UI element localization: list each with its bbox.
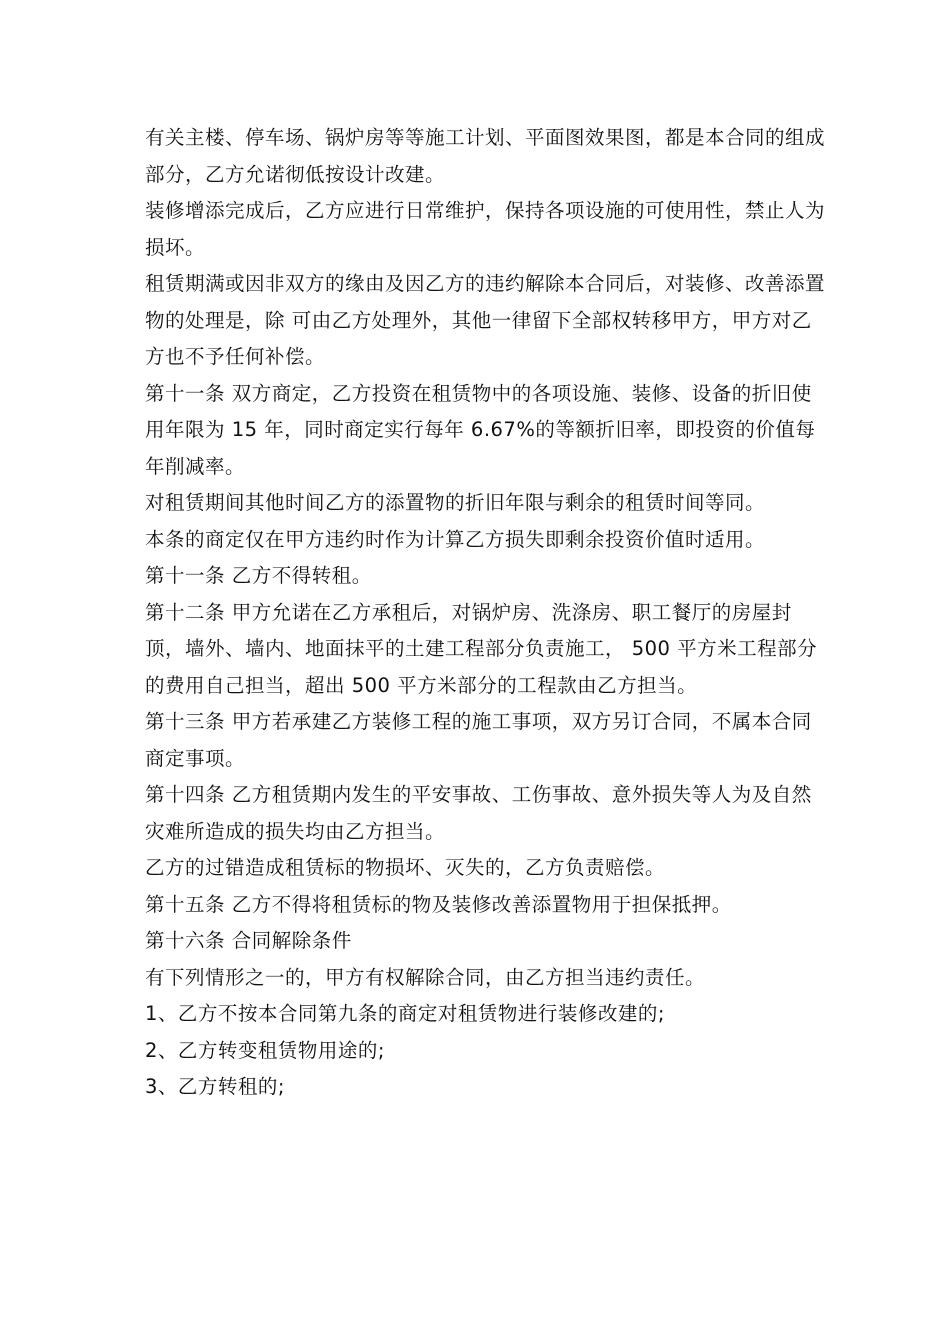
paragraph-article-12: 第十二条 甲方允诺在乙方承租后，对锅炉房、洗涤房、职工餐厅的房屋封顶，墙外、墙内、地面抹平的土建工程部分负责施工， 500 平方米工程部分的费用自己担当，超出 500 平方米部分的工程款由乙方担当。 — [145, 600, 818, 697]
paragraph-termination-intro: 有下列情形之一的，甲方有权解除合同，由乙方担当违约责任。 — [145, 965, 706, 989]
paragraph-article-11-depreciation: 第十一条 双方商定，乙方投资在租赁物中的各项设施、装修、设备的折旧使用年限为 15 年，同时商定实行每年 6.67%的等额折旧率，即投资的价值每年削减率。 — [145, 381, 816, 478]
paragraph-maintenance: 装修增添完成后，乙方应进行日常维护，保持各项设施的可使用性，禁止人为损坏。 — [145, 199, 826, 259]
list-item-1: 1、乙方不按本合同第九条的商定对租赁物进行装修改建的; — [145, 1002, 665, 1025]
paragraph-article-16-heading: 第十六条 合同解除条件 — [145, 929, 352, 952]
paragraph-lease-termination: 租赁期满或因非双方的缘由及因乙方的违约解除本合同后，对装修、改善添置物的处理是，除 可由乙方处理外，其他一律留下全部权转移甲方，甲方对乙方也不予任何补偿。 — [145, 272, 826, 368]
paragraph-renovation-plans: 有关主楼、停车场、锅炉房等等施工计划、平面图效果图，都是本合同的组成部分，乙方允诺彻低按设计改建。 — [145, 126, 826, 186]
paragraph-article-15: 第十五条 乙方不得将租赁标的物及装修改善添置物用于担保抵押。 — [145, 892, 732, 916]
paragraph-fault-compensation: 乙方的过错造成租赁标的物损坏、灭失的，乙方负责赔偿。 — [145, 856, 666, 879]
paragraph-article-11-sublease: 第十一条 乙方不得转租。 — [145, 564, 372, 587]
paragraph-depreciation-period: 对租赁期间其他时间乙方的添置物的折旧年限与剩余的租赁时间等同。 — [145, 491, 766, 514]
paragraph-article-14: 第十四条 乙方租赁期内发生的平安事故、工伤事故、意外损失等人为及自然灾难所造成的损失均由乙方担当。 — [145, 783, 812, 843]
list-item-2: 2、乙方转变租赁物用途的; — [145, 1038, 385, 1062]
paragraph-article-13: 第十三条 甲方若承建乙方装修工程的施工事项，双方另订合同，不属本合同商定事项。 — [145, 710, 812, 770]
document-body — [145, 120, 825, 1106]
list-item-3: 3、乙方转租的; — [145, 1075, 285, 1098]
paragraph-applicability: 本条的商定仅在甲方违约时作为计算乙方损失即剩余投资价值时适用。 — [145, 527, 766, 551]
